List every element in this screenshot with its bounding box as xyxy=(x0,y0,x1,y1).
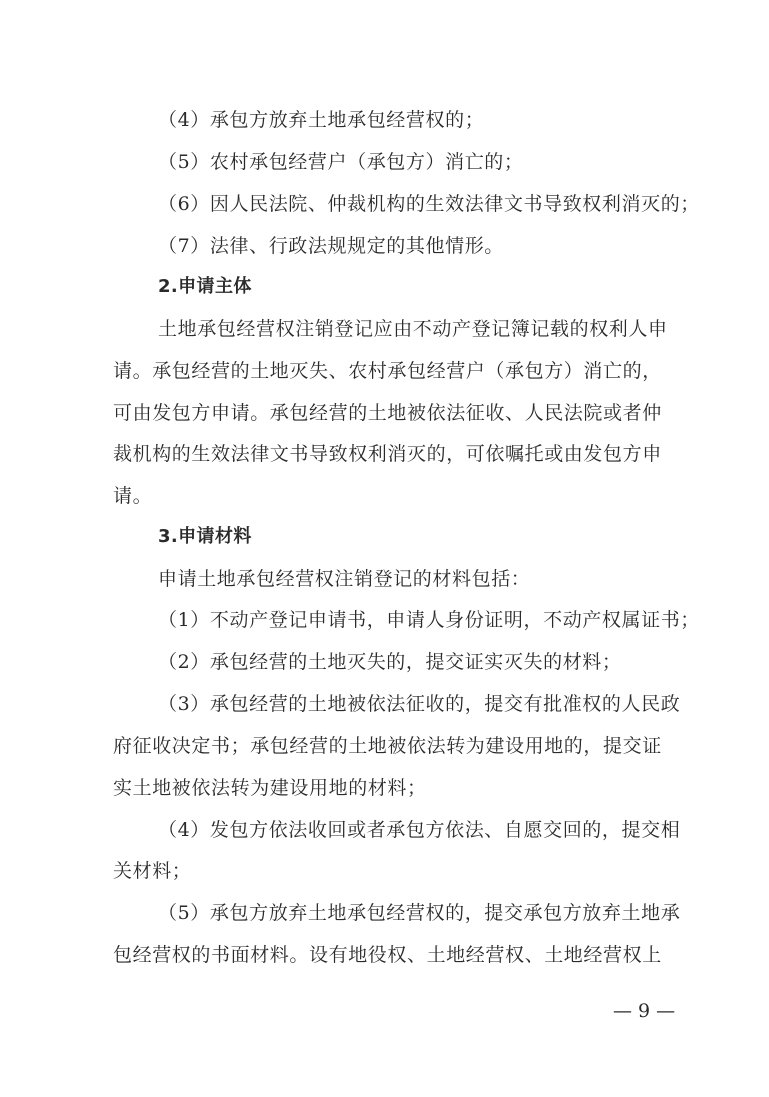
list-item-6: （6）因人民法院、仲裁机构的生效法律文书导致权利消灭的； xyxy=(158,193,700,215)
paragraph-line: 府征收决定书；承包经营的土地被依法转为建设用地的，提交证 xyxy=(113,735,662,757)
page-number: — 9 — xyxy=(613,1000,676,1022)
paragraph-line: 裁机构的生效法律文书导致权利消灭的，可依嘱托或由发包方申 xyxy=(113,443,662,465)
list-item-4: （4）承包方放弃土地承包经营权的； xyxy=(158,109,485,131)
list-item-3: （3）承包经营的土地被依法征收的，提交有批准权的人民政 xyxy=(158,693,681,715)
section-heading-materials: 3.申请材料 xyxy=(158,526,252,547)
list-item-2: （2）承包经营的土地灭失的，提交证实灭失的材料； xyxy=(158,651,622,673)
list-item-7: （7）法律、行政法规规定的其他情形。 xyxy=(158,235,504,257)
section-heading-applicant: 2.申请主体 xyxy=(158,276,252,297)
paragraph-line: 包经营权的书面材料。设有地役权、土地经营权、土地经营权上 xyxy=(113,944,662,966)
list-item-4: （4）发包方依法收回或者承包方依法、自愿交回的，提交相 xyxy=(158,819,681,841)
paragraph-line: 请。承包经营的土地灭失、农村承包经营户（承包方）消亡的， xyxy=(113,360,662,382)
paragraph-line: 可由发包方申请。承包经营的土地被依法征收、人民法院或者仲 xyxy=(113,402,662,424)
paragraph-line: 土地承包经营权注销登记应由不动产登记簿记载的权利人申 xyxy=(158,318,668,340)
list-item-5: （5）承包方放弃土地承包经营权的，提交承包方放弃土地承 xyxy=(158,902,681,924)
list-item-1: （1）不动产登记申请书，申请人身份证明，不动产权属证书； xyxy=(158,609,700,631)
list-item-5: （5）农村承包经营户（承包方）消亡的； xyxy=(158,151,524,173)
paragraph-line: 请。 xyxy=(113,485,153,507)
paragraph-line: 实土地被依法转为建设用地的材料； xyxy=(113,777,427,799)
paragraph-line: 关材料； xyxy=(113,860,192,882)
paragraph-line: 申请土地承包经营权注销登记的材料包括： xyxy=(158,568,531,590)
